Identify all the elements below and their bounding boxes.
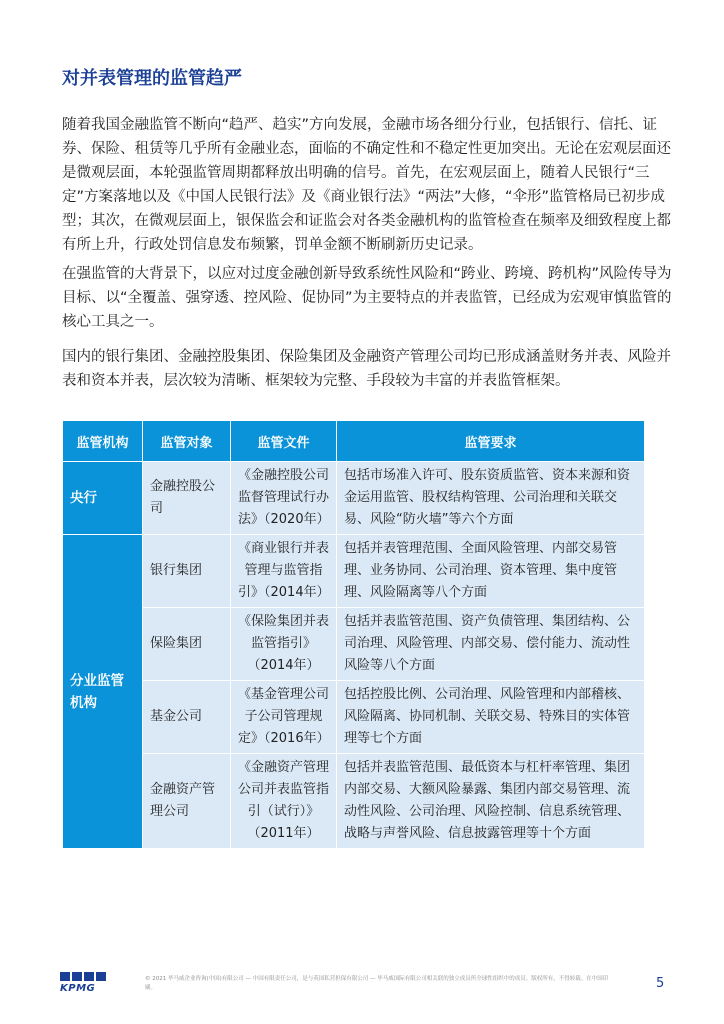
document-cell: 《金融资产管理公司并表监管指引（试行）》（2011年）	[231, 754, 337, 849]
table-row	[63, 462, 645, 535]
target-cell: 基金公司	[143, 681, 231, 754]
footer-disclaimer: © 2021 毕马威企业咨询(中国)有限公司 — 中国有限责任公司，是与英国私营担保有限公司 — 毕马威国际有限公司相关联的独立成员所全球性组织中的成员。版权所有，不得转载。在中国印刷。	[145, 976, 609, 991]
paragraph-2: 在强监管的大背景下，以应对过度金融创新导致系统性风险和“跨业、跨境、跨机构”风险传导为目标、以“全覆盖、强穿透、控风险、促协同”为主要特点的并表监管，已经成为宏观审慎监管的核心工具之一。	[62, 266, 672, 330]
institution-cell: 分业监管机构	[63, 535, 143, 849]
table-row	[63, 535, 645, 608]
document-cell: 《商业银行并表管理与监管指引》（2014年）	[231, 535, 337, 608]
document-cell: 《基金管理公司子公司管理规定》（2016年）	[231, 681, 337, 754]
logo-boxes-icon	[60, 972, 108, 981]
target-cell: 金融控股公司	[143, 462, 231, 535]
target-cell: 银行集团	[143, 535, 231, 608]
requirement-cell: 包括并表管理范围、全面风险管理、内部交易管理、业务协同、公司治理、资本管理、集中度管理、风险隔离等八个方面	[337, 535, 645, 608]
target-cell: 金融资产管理公司	[143, 754, 231, 849]
table-row	[63, 754, 645, 849]
regulation-table	[62, 420, 645, 849]
logo-text: KPMG	[60, 983, 96, 994]
document-cell: 《保险集团并表监管指引》（2014年）	[231, 608, 337, 681]
table-row	[63, 681, 645, 754]
requirement-cell: 包括市场准入许可、股东资质监管、资本来源和资金运用监管、股权结构管理、公司治理和关联交易、风险“防火墙”等六个方面	[337, 462, 645, 535]
target-cell: 保险集团	[143, 608, 231, 681]
requirement-cell: 包括控股比例、公司治理、风险管理和内部稽核、风险隔离、协同机制、关联交易、特殊目的实体管理等七个方面	[337, 681, 645, 754]
header-institution: 监管机构	[63, 421, 143, 462]
requirement-cell: 包括并表监管范围、资产负债管理、集团结构、公司治理、风险管理、内部交易、偿付能力、流动性风险等八个方面	[337, 608, 645, 681]
document-cell: 《金融控股公司监督管理试行办法》（2020年）	[231, 462, 337, 535]
header-target: 监管对象	[143, 421, 231, 462]
table-header-row	[63, 421, 645, 462]
page-title: 对并表管理的监管趋严	[62, 68, 242, 89]
page-number: 5	[656, 976, 665, 991]
requirement-cell: 包括并表监管范围、最低资本与杠杆率管理、集团内部交易、大额风险暴露、集团内部交易管理、流动性风险、公司治理、风险控制、信息系统管理、战略与声誉风险、信息披露管理等十个方面	[337, 754, 645, 849]
paragraph-1: 随着我国金融监管不断向“趋严、趋实”方向发展，金融市场各细分行业，包括银行、信托、证券、保险、租赁等几乎所有金融业态，面临的不确定性和不稳定性更加突出。无论在宏观层面还是微观层面，本轮强监管周期都释放出明确的信号。首先，在宏观层面上，随着人民银行“三定”方案落地以及《中国人民银行法》及《商业银行法》“两法”大修，“伞形”监管格局已初步成型；其次，在微观层面上，银保监会和证监会对各类金融机构的监管检查在频率及细致程度上都有所上升，行政处罚信息发布频繁，罚单金额不断刷新历史记录。	[62, 117, 671, 253]
header-requirement: 监管要求	[337, 421, 645, 462]
paragraph-3: 国内的银行集团、金融控股集团、保险集团及金融资产管理公司均已形成涵盖财务并表、风险并表和资本并表，层次较为清晰、框架较为完整、手段较为丰富的并表监管框架。	[62, 349, 671, 389]
header-document: 监管文件	[231, 421, 337, 462]
kpmg-logo	[60, 972, 108, 996]
institution-cell: 央行	[63, 462, 143, 535]
table-row	[63, 608, 645, 681]
